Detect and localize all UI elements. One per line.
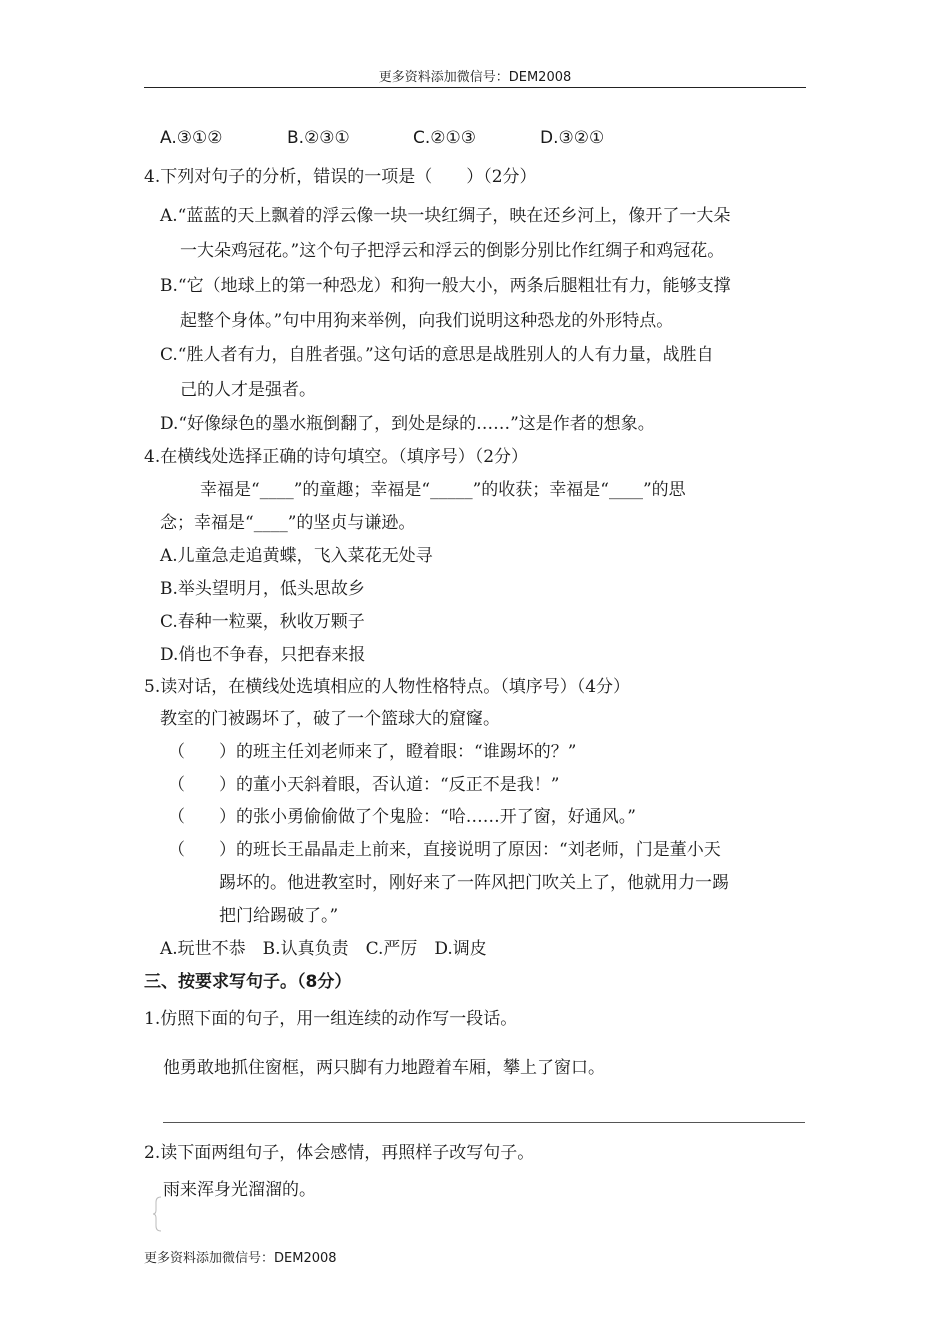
- section-3-q2: 2.读下面两组句子，体会感情，再照样子改写句子。: [144, 1143, 535, 1163]
- q5-sentence-4-line1: （ ）的班长王晶晶走上前来，直接说明了原因：“刘老师，门是董小天: [168, 840, 721, 860]
- section-3-sentence: 雨来浑身光溜溜的。: [163, 1180, 316, 1200]
- q5-sentence-3: （ ）的张小勇偷偷做了个鬼脸：“哈……开了窗，好通风。”: [168, 807, 636, 827]
- left-brace-icon: [152, 1196, 162, 1232]
- q4a-option-b-line2: 起整个身体。”句中用狗来举例，向我们说明这种恐龙的外形特点。: [180, 311, 674, 331]
- q4b-fill-line1: 幸福是“____”的童趣；幸福是“_____”的收获；幸福是“____”的思: [200, 480, 686, 500]
- q4b-stem: 4.在横线处选择正确的诗句填空。（填序号）（2分）: [144, 447, 529, 467]
- option-b: B.②③①: [287, 128, 350, 148]
- q5-options: A.玩世不恭 B.认真负责 C.严厉 D.调皮: [160, 939, 487, 959]
- q4a-option-c-line1: C.“胜人者有力，自胜者强。”这句话的意思是战胜别人的人有力量，战胜自: [160, 345, 714, 365]
- q5-sentence-2: （ ）的董小天斜着眼，否认道：“反正不是我！”: [168, 775, 560, 795]
- q5-stem: 5.读对话，在横线处选填相应的人物性格特点。（填序号）（4分）: [144, 677, 631, 697]
- q4b-option-b: B.举头望明月，低头思故乡: [160, 579, 365, 599]
- q4a-option-a-line2: 一大朵鸡冠花。”这个句子把浮云和浮云的倒影分别比作红绸子和鸡冠花。: [180, 241, 725, 261]
- q4a-option-b-line1: B.“它（地球上的第一种恐龙）和狗一般大小，两条后腿粗壮有力，能够支撑: [160, 276, 731, 296]
- q4b-option-c: C.春种一粒粟，秋收万颗子: [160, 612, 365, 632]
- q5-sentence-4-line3: 把门给踢破了。”: [219, 906, 339, 926]
- section-3-q1: 1.仿照下面的句子，用一组连续的动作写一段话。: [144, 1009, 518, 1029]
- q4a-stem: 4.下列对句子的分析，错误的一项是（ ）（2分）: [144, 167, 537, 187]
- q4b-fill-line2: 念；幸福是“____”的坚贞与谦逊。: [160, 513, 416, 533]
- q4b-option-d: D.俏也不争春，只把春来报: [160, 645, 366, 665]
- header-text: 更多资料添加微信号：DEM2008: [378, 70, 572, 85]
- q4a-option-d: D.“好像绿色的墨水瓶倒翻了，到处是绿的……”这是作者的想象。: [160, 414, 655, 434]
- header-divider: [144, 87, 806, 88]
- footer-text: 更多资料添加微信号：DEM2008: [144, 1251, 337, 1266]
- answer-line: [163, 1122, 805, 1123]
- option-a: A.③①②: [160, 128, 223, 148]
- q4a-option-c-line2: 己的人才是强者。: [180, 380, 316, 400]
- section-3-title: 三、按要求写句子。（8分）: [144, 972, 352, 992]
- q4a-option-a-line1: A.“蓝蓝的天上飘着的浮云像一块一块红绸子，映在还乡河上，像开了一大朵: [160, 206, 731, 226]
- option-c: C.②①③: [413, 128, 476, 148]
- q5-sentence-1: （ ）的班主任刘老师来了，瞪着眼：“谁踢坏的？”: [168, 742, 577, 762]
- option-d: D.③②①: [540, 128, 605, 148]
- q5-sentence-4-line2: 踢坏的。他进教室时，刚好来了一阵风把门吹关上了，他就用力一踢: [219, 873, 729, 893]
- q5-intro: 教室的门被踢坏了，破了一个篮球大的窟窿。: [160, 709, 500, 729]
- section-3-example: 他勇敢地抓住窗框，两只脚有力地蹬着车厢，攀上了窗口。: [163, 1058, 605, 1078]
- q4b-option-a: A.儿童急走追黄蝶，飞入菜花无处寻: [160, 546, 433, 566]
